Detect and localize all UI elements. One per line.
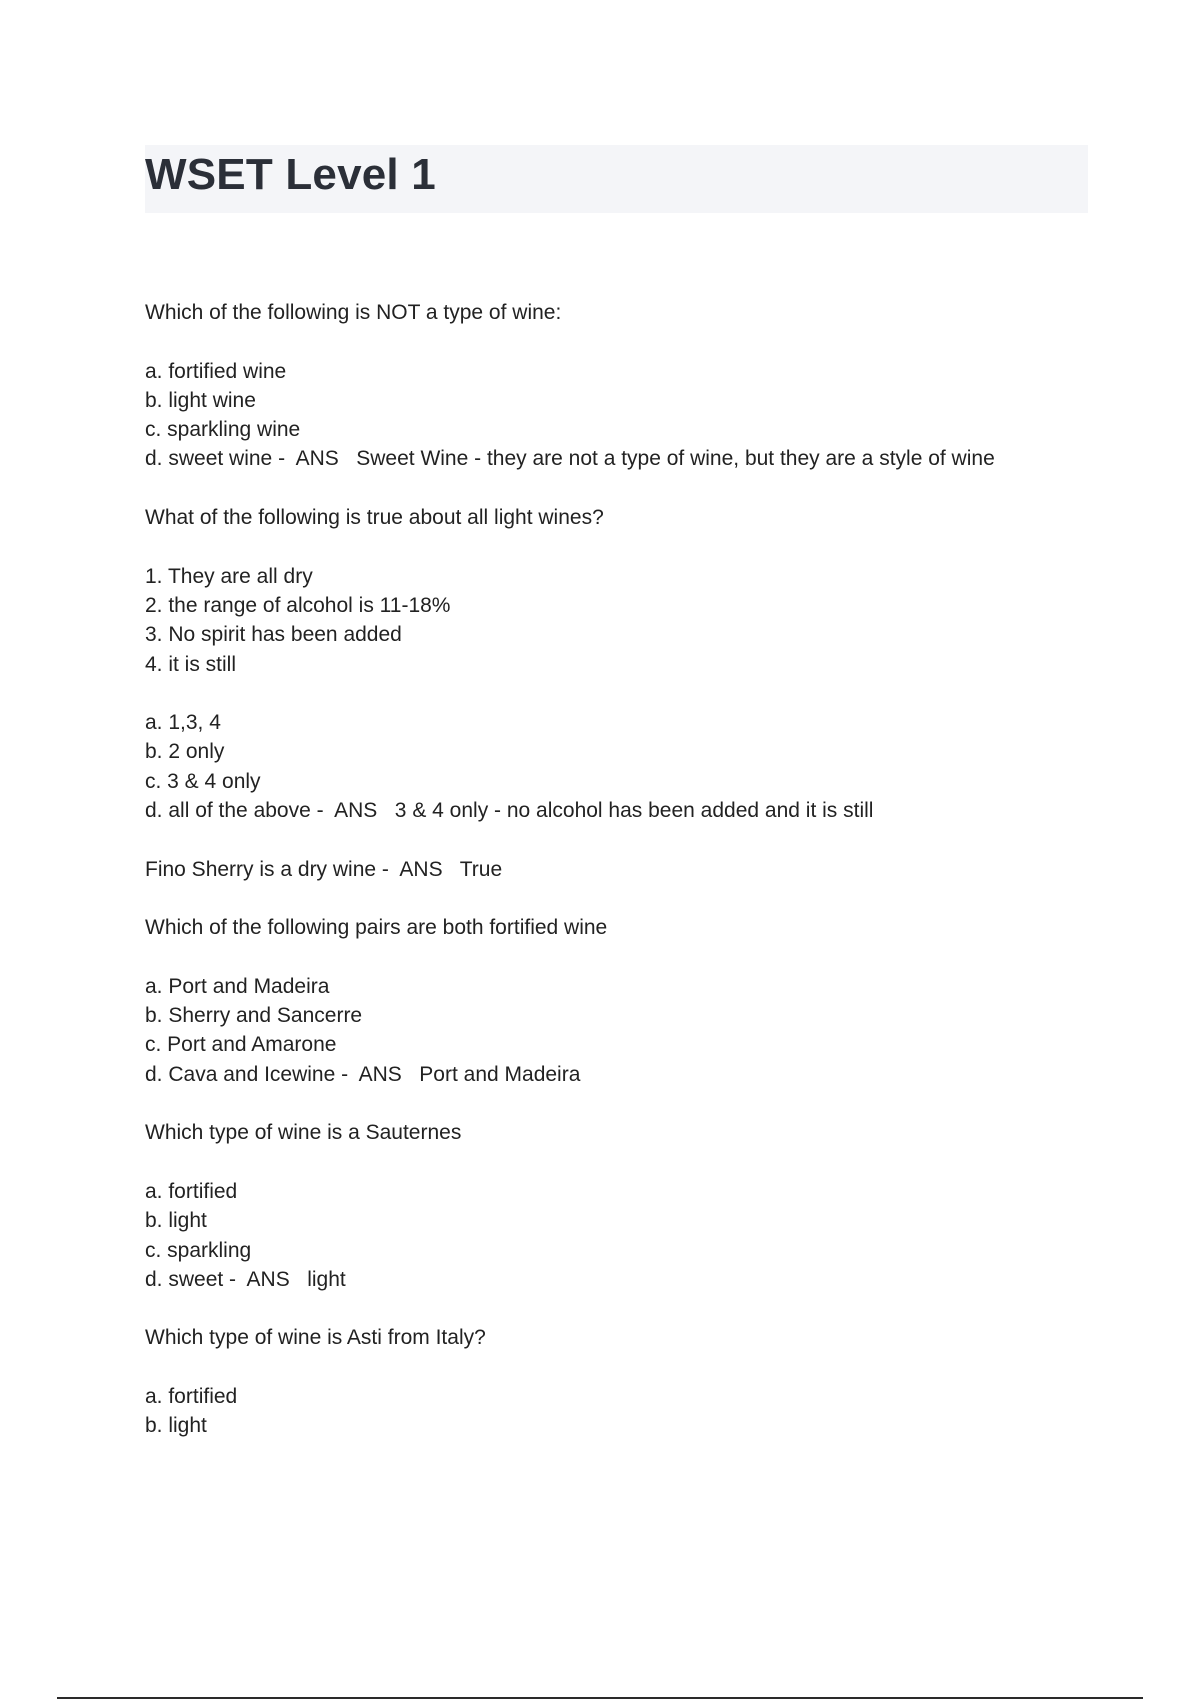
answer-option: d. all of the above - ANS 3 & 4 only - no alcohol has been added and it is still <box>145 799 874 823</box>
answer-option: a. fortified <box>145 1384 238 1408</box>
answer-option: b. light wine <box>145 388 256 412</box>
question-prompt: What of the following is true about all light wines? <box>145 506 604 530</box>
page-title: WSET Level 1 <box>145 150 436 199</box>
answer-option: a. fortified wine <box>145 359 287 383</box>
answer-option: c. sparkling <box>145 1238 252 1262</box>
answer-option: a. 1,3, 4 <box>145 711 221 735</box>
answer-option: d. sweet wine - ANS Sweet Wine - they are not a type of wine, but they are a style of wine <box>145 447 995 471</box>
question-statement: 3. No spirit has been added <box>145 623 402 647</box>
answer-option: c. sparkling wine <box>145 418 301 442</box>
answer-option: b. 2 only <box>145 740 225 764</box>
question-statement: 2. the range of alcohol is 11-18% <box>145 593 451 617</box>
answer-option: b. light <box>145 1209 207 1233</box>
page-bottom-divider <box>57 1697 1143 1699</box>
question-statement: 4. it is still <box>145 652 237 676</box>
answer-option: b. light <box>145 1414 207 1438</box>
question-prompt: Which of the following pairs are both fortified wine <box>145 916 608 940</box>
title-banner <box>145 145 1088 213</box>
answer-option: d. Cava and Icewine - ANS Port and Madeira <box>145 1062 581 1086</box>
answer-option: d. sweet - ANS light <box>145 1267 346 1291</box>
answer-option: b. Sherry and Sancerre <box>145 1004 363 1028</box>
question-prompt: Which type of wine is a Sauternes <box>145 1121 462 1145</box>
answer-option: c. 3 & 4 only <box>145 769 261 793</box>
question-prompt: Fino Sherry is a dry wine - ANS True <box>145 857 503 881</box>
question-statement: 1. They are all dry <box>145 564 313 588</box>
question-prompt: Which of the following is NOT a type of wine: <box>145 301 562 324</box>
question-list <box>145 298 1105 1441</box>
answer-option: a. Port and Madeira <box>145 974 330 998</box>
answer-option: c. Port and Amarone <box>145 1033 337 1057</box>
question-prompt: Which type of wine is Asti from Italy? <box>145 1326 486 1350</box>
answer-option: a. fortified <box>145 1179 238 1203</box>
